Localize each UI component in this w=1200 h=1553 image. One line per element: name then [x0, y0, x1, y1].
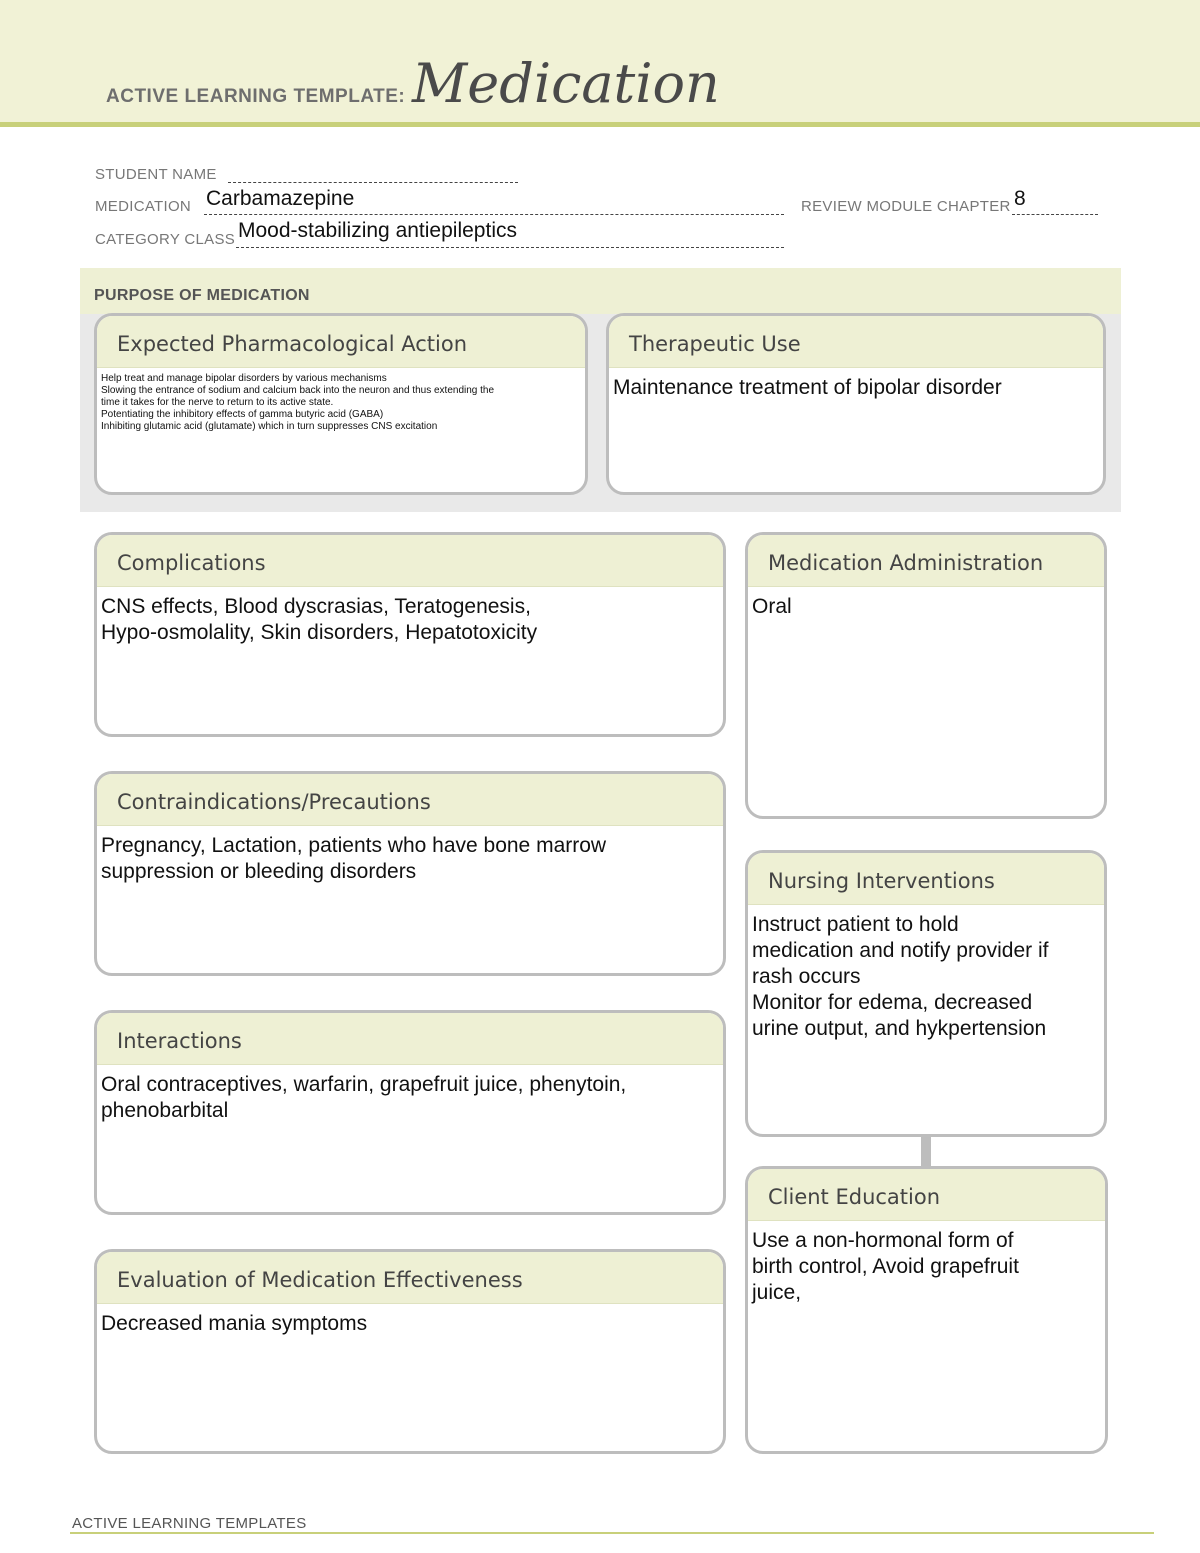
student-name-label: STUDENT NAME	[95, 166, 217, 183]
administration-box	[745, 532, 1107, 819]
interactions-box	[94, 1010, 726, 1215]
category-class-value: Mood-stabilizing antiepileptics	[238, 219, 517, 242]
therapeutic-use-title: Therapeutic Use	[609, 316, 1103, 368]
client-education-box	[745, 1166, 1108, 1454]
review-module-label: REVIEW MODULE CHAPTER	[801, 198, 1011, 215]
header-divider	[0, 122, 1200, 127]
medication-label: MEDICATION	[95, 198, 192, 215]
purpose-label: PURPOSE OF MEDICATION	[94, 287, 310, 304]
contraindications-box	[94, 771, 726, 976]
contraindications-title: Contraindications/Precautions	[97, 774, 723, 826]
evaluation-title: Evaluation of Medication Effectiveness	[97, 1252, 723, 1304]
template-label: ACTIVE LEARNING TEMPLATE:	[106, 86, 406, 107]
interactions-text[interactable]: Oral contraceptives, warfarin, grapefruit juice, phenytoin, phenobarbital	[101, 1073, 627, 1122]
medication-value: Carbamazepine	[206, 187, 355, 210]
therapeutic-use-box	[606, 313, 1106, 495]
expected-action-text[interactable]: Help treat and manage bipolar disorders by various mechanisms Slowing the entrance of sodium and calcium back into the neuron and thus extending the time it takes for the nerve to return to its active state. Potentiating the inhibitory effects of gamma butyric acid (GABA) Inhibiting glutamic acid (glutamate) which in turn suppresses CNS excitation	[101, 373, 495, 432]
footer-divider	[70, 1532, 1154, 1534]
evaluation-box	[94, 1249, 726, 1454]
client-education-text[interactable]: Use a non-hormonal form of birth control, Avoid grapefruit juice,	[752, 1229, 1019, 1304]
complications-text[interactable]: CNS effects, Blood dyscrasias, Teratogenesis, Hypo-osmolality, Skin disorders, Hepatotoxicity	[101, 595, 538, 644]
category-class-label: CATEGORY CLASS	[95, 231, 236, 248]
client-education-title: Client Education	[748, 1169, 1105, 1221]
therapeutic-use-text[interactable]: Maintenance treatment of bipolar disorder	[613, 376, 1002, 399]
administration-text[interactable]: Oral	[752, 595, 792, 618]
box-connector	[921, 1136, 931, 1166]
interactions-title: Interactions	[97, 1013, 723, 1065]
expected-action-title: Expected Pharmacological Action	[97, 316, 585, 368]
student-name-field[interactable]	[228, 166, 518, 183]
evaluation-text[interactable]: Decreased mania symptoms	[101, 1312, 368, 1335]
nursing-interventions-title: Nursing Interventions	[748, 853, 1104, 905]
complications-box	[94, 532, 726, 737]
review-module-value: 8	[1014, 187, 1026, 210]
page-title: Medication	[412, 52, 720, 115]
contraindications-text[interactable]: Pregnancy, Lactation, patients who have bone marrow suppression or bleeding disorders	[101, 834, 607, 883]
nursing-interventions-text[interactable]: Instruct patient to hold medication and notify provider if rash occurs Monitor for edema, decreased urine output, and hykpertension	[752, 913, 1049, 1040]
footer-text: ACTIVE LEARNING TEMPLATES	[72, 1515, 307, 1532]
nursing-interventions-box	[745, 850, 1107, 1137]
administration-title: Medication Administration	[748, 535, 1104, 587]
complications-title: Complications	[97, 535, 723, 587]
expected-action-box	[94, 313, 588, 495]
